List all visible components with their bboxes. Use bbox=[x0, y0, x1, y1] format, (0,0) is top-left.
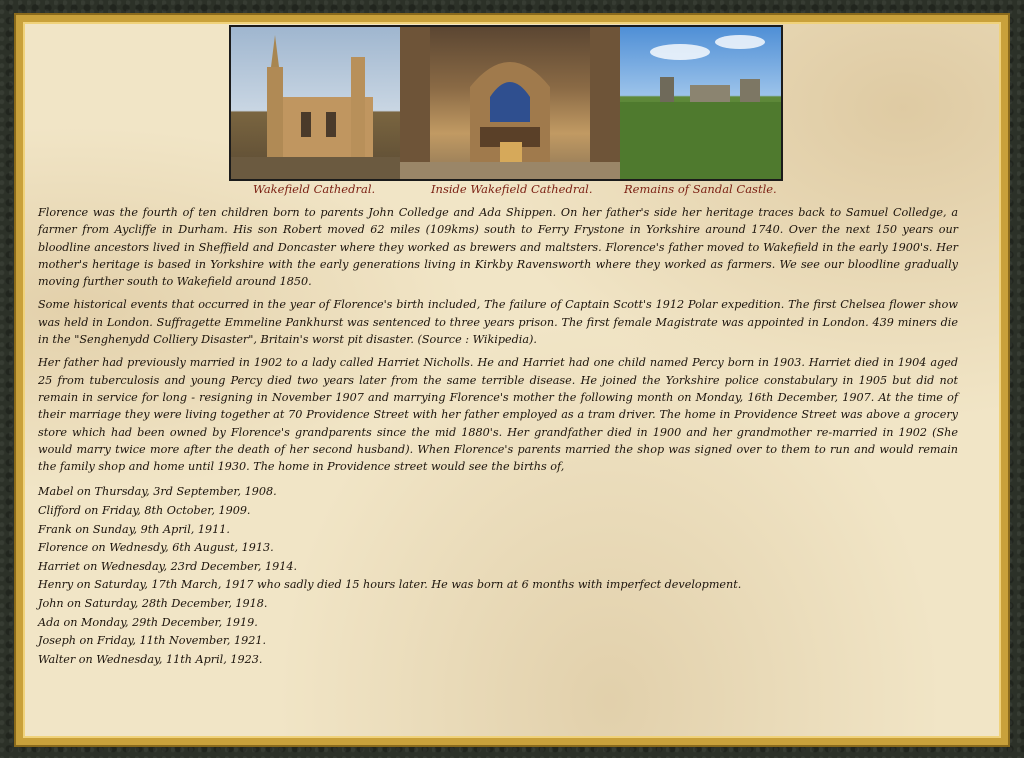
birth-entry: Frank on Sunday, 9th April, 1911. bbox=[38, 522, 230, 536]
sandal-castle-photo bbox=[620, 27, 781, 179]
birth-entry: Harriet on Wednesday, 23rd December, 1914. bbox=[38, 559, 298, 573]
births-list bbox=[38, 483, 958, 669]
photo-strip bbox=[229, 25, 783, 181]
paragraph-heritage: Florence was the fourth of ten children born to parents John Colledge and Ada Shippen. On her father's side her heritage traces back to Samuel Colledge, a farmer from Aycliffe in Durham. His son Robert moved 62 miles (109kms) south to Ferry Frystone in Yorkshire around 1740. Over the next 150 years our bloodline ancestors lived in Sheffield and Doncaster where they worked as brewers and maltsters. Florence's father moved to Wakefield in the early 1900's. Her mother's heritage is based in Yorkshire with the early generations living in Kirkby Ravensworth where they worked as farmers. We see our bloodline gradually moving further south to Wakefield around 1850. bbox=[38, 206, 958, 289]
photo-captions bbox=[229, 182, 779, 198]
birth-entry: John on Saturday, 28th December, 1918. bbox=[38, 597, 268, 611]
cathedral-interior-photo bbox=[400, 27, 620, 179]
caption-sandal-castle: Remains of Sandal Castle. bbox=[624, 182, 777, 196]
birth-entry: Florence on Wednesdy, 6th August, 1913. bbox=[38, 541, 274, 555]
caption-inside-cathedral: Inside Wakefield Cathedral. bbox=[431, 182, 593, 196]
birth-entry: Henry on Saturday, 17th March, 1917 who sadly died 15 hours later. He was born at 6 months with imperfect development. bbox=[38, 578, 742, 592]
birth-entry: Ada on Monday, 29th December, 1919. bbox=[38, 615, 258, 629]
story-text bbox=[38, 204, 958, 669]
wakefield-cathedral-photo bbox=[231, 27, 400, 179]
birth-entry: Walter on Wednesday, 11th April, 1923. bbox=[38, 652, 263, 666]
birth-entry: Clifford on Friday, 8th October, 1909. bbox=[38, 504, 251, 518]
paragraph-historical-events: Some historical events that occurred in the year of Florence's birth included, The failure of Captain Scott's 1912 Polar expedition. The first Chelsea flower show was held in London. Suffragette Emmeline Pankhurst was sentenced to three years prison. The first female Magistrate was appointed in London. 439 miners die in the "Senghenydd Colliery Disaster", Britain's worst pit disaster. (Source : Wikipedia). bbox=[38, 298, 958, 347]
birth-entry: Joseph on Friday, 11th November, 1921. bbox=[38, 634, 267, 648]
caption-wakefield-cathedral: Wakefield Cathedral. bbox=[253, 182, 376, 196]
birth-entry: Mabel on Thursday, 3rd September, 1908. bbox=[38, 485, 277, 499]
paragraph-family-history: Her father had previously married in 1902 to a lady called Harriet Nicholls. He and Harriet had one child named Percy born in 1903. Harriet died in 1904 aged 25 from tuberculosis and young Percy died two years later from the same terrible disease. He joined the Yorkshire police constabulary in 1905 but did not remain in service for long - resigning in November 1907 and marrying Florence's mother the following month on Monday, 16th December, 1907. At the time of their marriage they were living together at 70 Providence Street with her father employed as a tram driver. The home in Providence Street was above a grocery store which had been owned by Florence's grandparents since the mid 1880's. Her grandfather died in 1900 and her grandmother re-married in 1902 (She would marry twice more after the death of her second husband). When Florence's parents married the shop was signed over to them to run and would remain the family shop and home until 1930. The home in Providence street would see the births of, bbox=[38, 356, 958, 474]
